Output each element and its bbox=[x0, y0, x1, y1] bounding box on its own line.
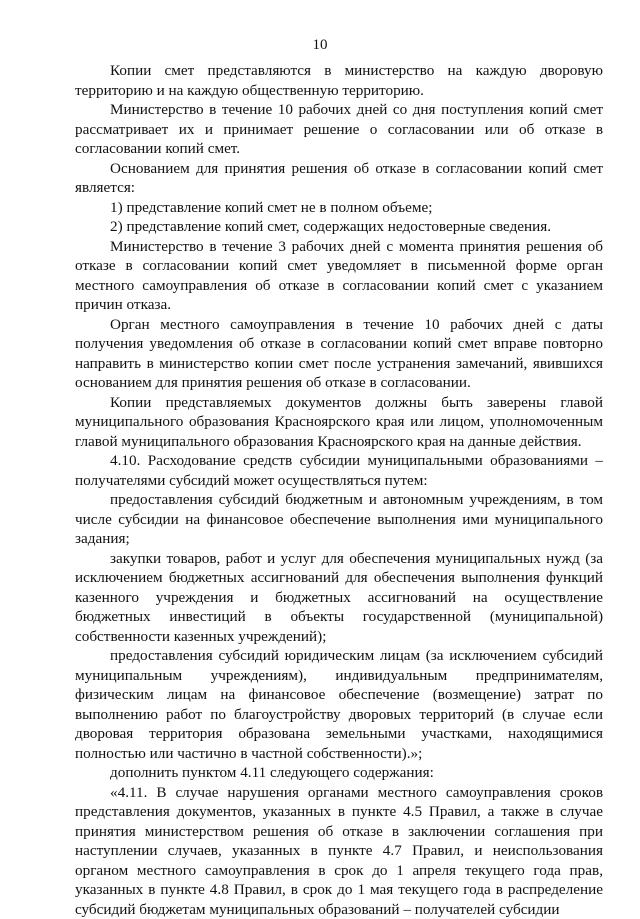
document-body bbox=[75, 61, 603, 919]
paragraph: Основанием для принятия решения об отказе в согласовании копий смет является: bbox=[75, 159, 603, 198]
list-item: 1) представление копий смет не в полном объеме; bbox=[75, 198, 603, 218]
paragraph: предоставления субсидий бюджетным и автономным учреждениям, в том числе субсидии на финансовое обеспечение выполнения ими муниципального задания; bbox=[75, 490, 603, 549]
paragraph: предоставления субсидий юридическим лицам (за исключением субсидий муниципальным учреждениям), индивидуальным предпринимателям, физическим лицам на финансовое обеспечение (возмещение) затрат по выполнению работ по благоустройству дворовых территорий (в случае если дворовая территория образована земельными участками, находящимися полностью или частично в частной собственности).»; bbox=[75, 646, 603, 763]
paragraph: Копии представляемых документов должны быть заверены главой муниципального образования Красноярского края или лицом, уполномоченным главой муниципального образования Красноярского края на данные действия. bbox=[75, 393, 603, 452]
paragraph: Министерство в течение 3 рабочих дней с момента принятия решения об отказе в согласовании копий смет уведомляет в письменной форме орган местного самоуправления об отказе в согласовании копий смет с указанием причин отказа. bbox=[75, 237, 603, 315]
page-number: 10 bbox=[0, 36, 640, 54]
paragraph: Копии смет представляются в министерство на каждую дворовую территорию и на каждую общественную территорию. bbox=[75, 61, 603, 100]
paragraph: дополнить пунктом 4.11 следующего содержания: bbox=[75, 763, 603, 783]
section-paragraph: «4.11. В случае нарушения органами местного самоуправления сроков представления документов, указанных в пункте 4.5 Правил, а также в случае принятия министерством решения об отказе в заключении соглашения при наступлении случаев, указанных в пункте 4.7 Правил, и неиспользования органом местного самоуправления в срок до 1 апреля текущего года прав, указанных в пункте 4.8 Правил, в срок до 1 мая текущего года в распределение субсидий бюджетам муниципальных образований – получателей субсидии bbox=[75, 783, 603, 919]
paragraph: Орган местного самоуправления в течение 10 рабочих дней с даты получения уведомления об отказе в согласовании копий смет вправе повторно направить в министерство копии смет после устранения замечаний, явившихся основанием для принятия решения об отказе в согласовании. bbox=[75, 315, 603, 393]
paragraph: закупки товаров, работ и услуг для обеспечения муниципальных нужд (за исключением бюджетных ассигнований для обеспечения выполнения функций казенного учреждения и бюджетных ассигнований на осуществление бюджетных инвестиций в объекты государственной (муниципальной) собственности казенных учреждений); bbox=[75, 549, 603, 647]
section-paragraph: 4.10. Расходование средств субсидии муниципальными образованиями – получателями субсидий может осуществляться путем: bbox=[75, 451, 603, 490]
paragraph: Министерство в течение 10 рабочих дней со дня поступления копий смет рассматривает их и принимает решение о согласовании или об отказе в согласовании копий смет. bbox=[75, 100, 603, 159]
list-item: 2) представление копий смет, содержащих недостоверные сведения. bbox=[75, 217, 603, 237]
